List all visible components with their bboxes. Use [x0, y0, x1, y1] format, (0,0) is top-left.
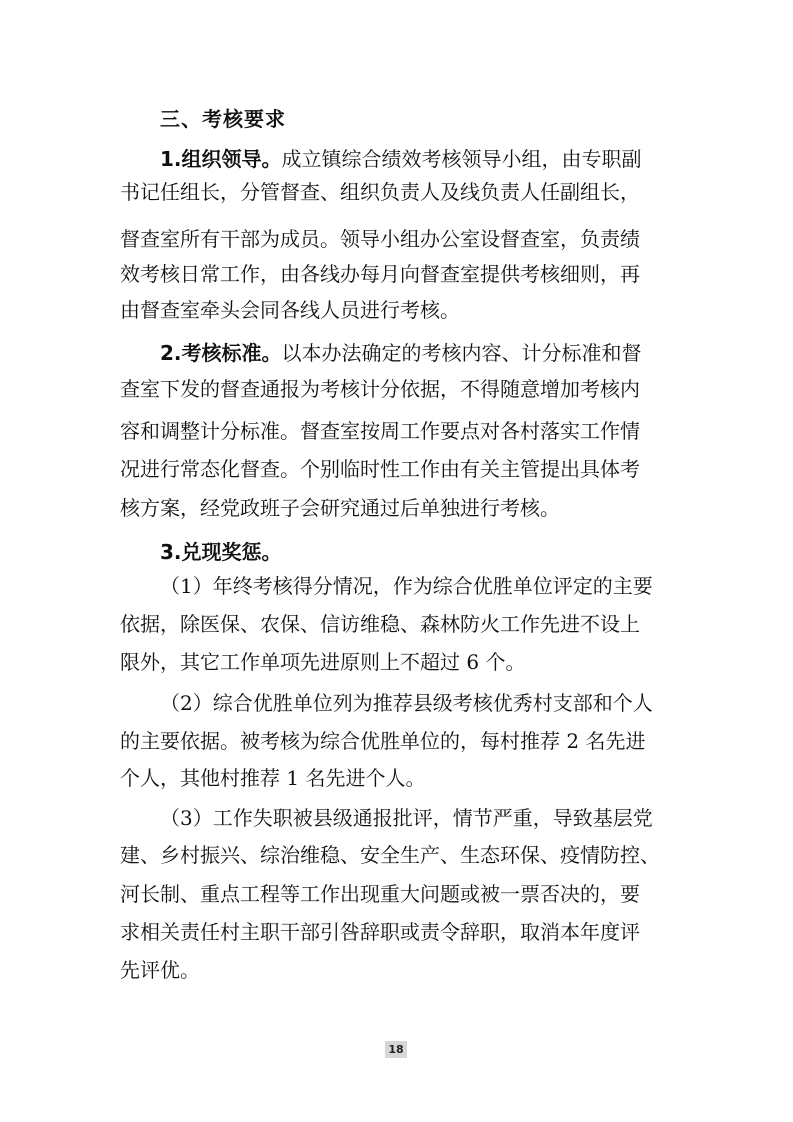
section-1-line: 成立镇综合绩效考核领导小组，由专职副: [281, 147, 642, 171]
section-2-line: 查室下发的督查通报为考核计分依据，不得随意增加考核内: [120, 377, 640, 401]
section-2-line: 况进行常态化督查。个别临时性工作由有关主管提出具体考: [120, 457, 640, 481]
section-2-line: 核方案，经党政班子会研究通过后单独进行考核。: [120, 496, 560, 520]
page-number: 18: [385, 1041, 407, 1058]
item-2-line: 的主要依据。被考核为综合优胜单位的，每村推荐 2 名先进: [120, 729, 646, 753]
section-2-lead: 2.考核标准。: [160, 341, 282, 365]
section-1-line: 效考核日常工作，由各线办每月向督查室提供考核细则，再: [120, 262, 640, 286]
item-3-line: 河长制、重点工程等工作出现重大问题或被一票否决的，要: [120, 882, 640, 906]
item-2-line: 个人，其他村推荐 1 名先进个人。: [120, 766, 426, 790]
section-1-first-line: [160, 147, 642, 171]
item-2-line: （2）综合优胜单位列为推荐县级考核优秀村支部和个人: [160, 691, 653, 715]
item-3-line: （3）工作失职被县级通报批评，情节严重，导致基层党: [160, 806, 653, 830]
item-1-line: 依据，除医保、农保、信访维稳、森林防火工作先进不设上: [120, 612, 640, 636]
section-1-line: 由督查室牵头会同各线人员进行考核。: [120, 298, 460, 322]
section-1-line: 督查室所有干部为成员。领导小组办公室设督查室，负责绩: [120, 227, 640, 251]
section-3-lead: 3.兑现奖惩。: [160, 540, 282, 564]
section-1-lead: 1.组织领导。: [160, 147, 282, 171]
section-2-first-line: [160, 341, 642, 365]
item-1-line: （1）年终考核得分情况，作为综合优胜单位评定的主要: [160, 574, 653, 598]
section-2-line: 容和调整计分标准。督查室按周工作要点对各村落实工作情: [120, 419, 640, 443]
section-heading: 三、考核要求: [160, 107, 286, 131]
section-2-line: 以本办法确定的考核内容、计分标准和督: [281, 341, 642, 365]
item-1-line: 限外，其它工作单项先进原则上不超过 6 个。: [120, 650, 526, 674]
item-3-line: 先评优。: [120, 958, 200, 982]
item-3-line: 求相关责任村主职干部引咎辞职或责令辞职，取消本年度评: [120, 920, 640, 944]
item-3-line: 建、乡村振兴、综治维稳、安全生产、生态环保、疫情防控、: [120, 843, 660, 867]
section-1-line: 书记任组长，分管督查、组织负责人及线负责人任副组长，: [120, 180, 640, 204]
section-3-first-line: [160, 540, 282, 564]
